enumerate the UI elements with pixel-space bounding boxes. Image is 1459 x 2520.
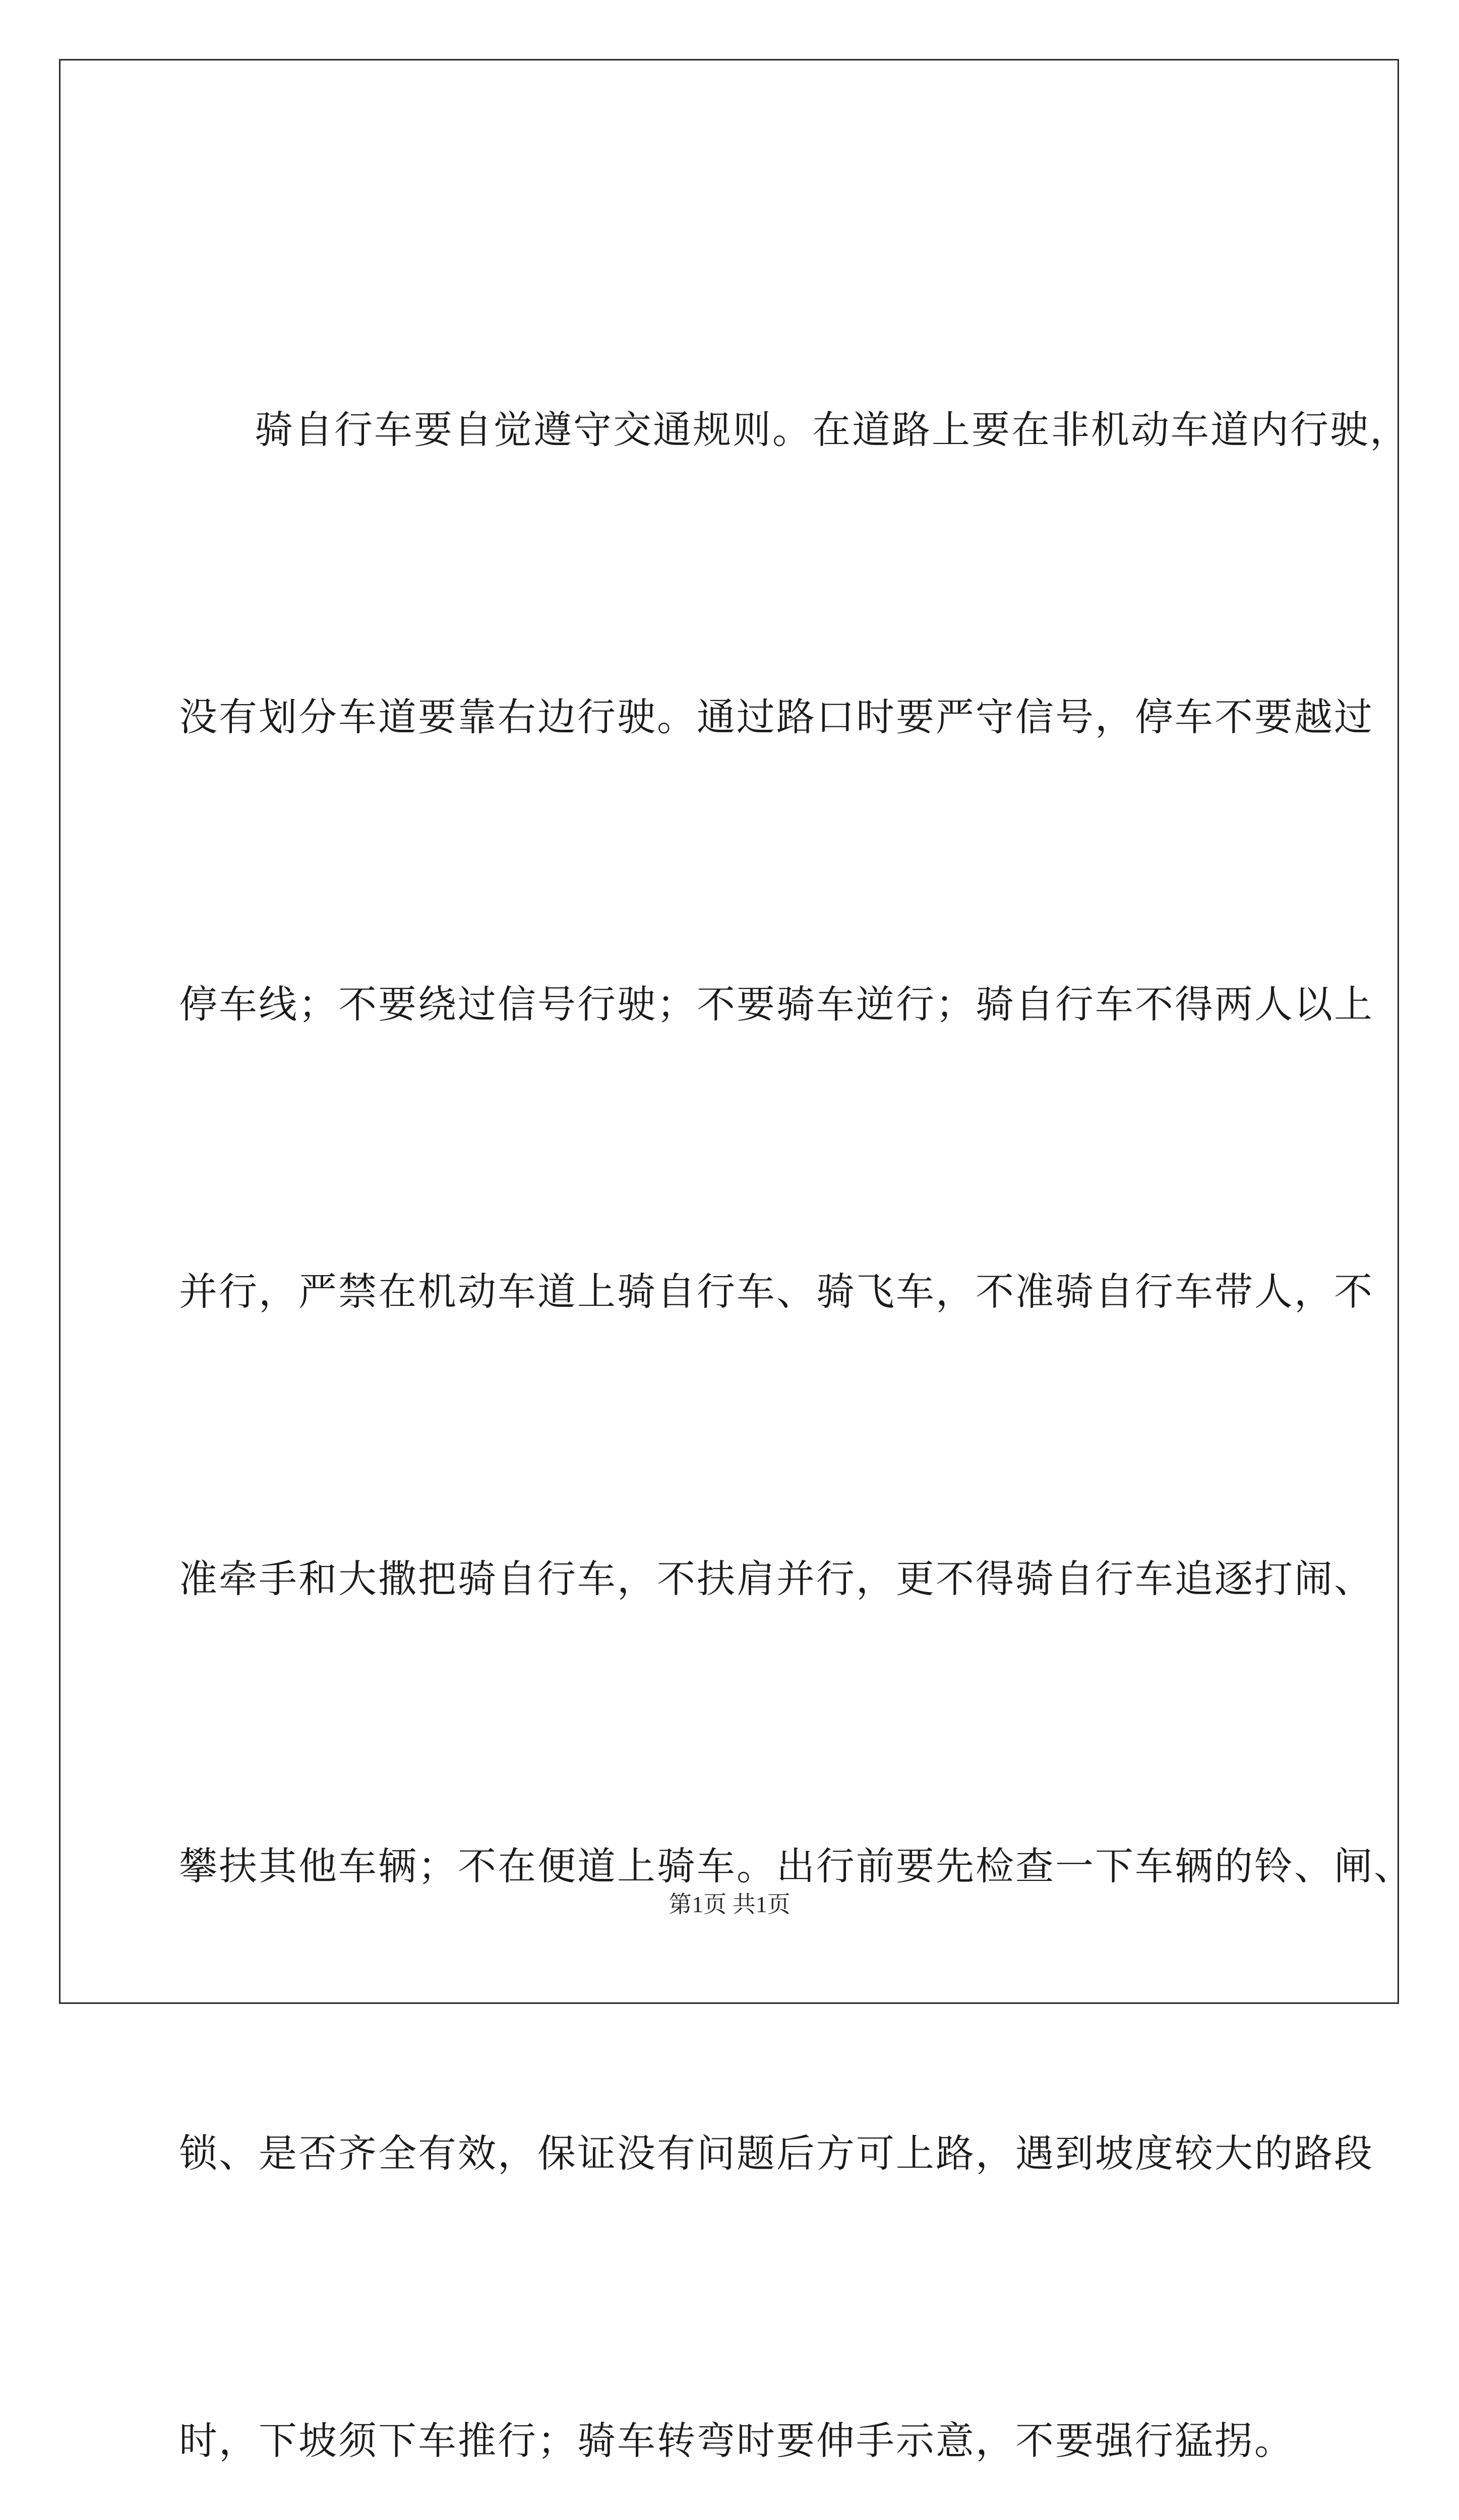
text-line: 没有划分车道要靠右边行驶。通过路口时要严守信号，停车不要越过 [179,695,1374,739]
paragraph-cycling-rules [179,191,1414,2520]
text-line: 时，下坡须下车推行；骑车转弯时要伸手示意，不要强行猛拐。 [179,2418,1294,2463]
text-line: 攀扶其他车辆；不在便道上骑车。出行前要先检查一下车辆的铃、闸、 [179,1844,1414,1888]
text-line: 停车线；不要绕过信号行驶；不要骑车逆行；骑自行车不得两人以上 [179,982,1374,1027]
text-line: 并行，严禁在机动车道上骑自行车、骑飞车，不准骑自行车带人，不 [179,1269,1374,1314]
text-line: 锁、是否齐全有效，保证没有问题后方可上路，遇到坡度较大的路段 [179,2131,1374,2176]
text-line: 准牵手和大撒把骑自行车，不扶肩并行，更不得骑自行车追逐打闹、 [179,1556,1374,1601]
document-body [179,191,1414,2520]
page-number-footer: 第1页 共1页 [668,1892,791,1917]
text-line: 骑自行车要自觉遵守交通规则。在道路上要在非机动车道内行驶， [255,407,1410,452]
